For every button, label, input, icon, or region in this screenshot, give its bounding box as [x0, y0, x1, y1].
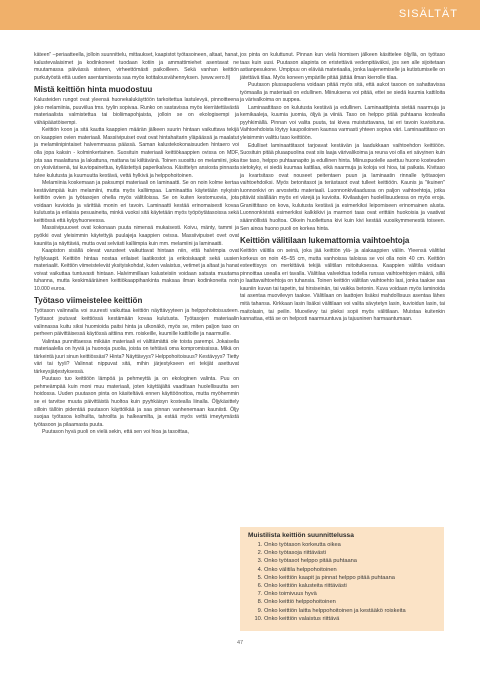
- paragraph: Puutason hyvä puoli on vielä sekin, että sen voi hioa ja tasoittaa,: [42, 429, 189, 436]
- right-column: [240, 52, 445, 324]
- paragraph: Puutason plussapuolena voidaan pitää myös sitä, että aukot tasoon on sahattavissa työmaalla ja materiaali on edullinen. Miinuksena voi pitää, ettei se siedä kuumia kattiloita ja värivalkoima on suppea.: [240, 82, 445, 104]
- section-heading: Keittiön välitilaan lukemattomia vaihtoehtoja: [240, 236, 410, 246]
- paragraph: Kaapiston sisällä olevat varusteet vaikuttavat hintaan niin, että halvimpia ovat hyllykaapit. Keittiön hintaa nostaa erilaiset laatikostot ja erikoiskaapit sekä uusien materiaalit. Keittiön viimeistelevät yksityiskohdat, kuten valaistus, vetimet ja altaat ja hanat voivat vaikuttaa tuntuvasti hintaan. Halvimmillaan kalusteisiin voidaan satsata muutama tuhanna, mutta keskimääräinen keittiökaappihankinta maksaa ilman kodinkoneita noin 10.000 euroa.: [34, 248, 239, 292]
- paragraph: Laminaattitaso on kulutusta kestävä ja edullinen. Laminaattipinta sietää naarmuja ja kemikaaleja, kuumia juomia, öljyä ja viiniä. Taso on helppo pitää puhtaana kostealla pyyhkimällä. Pinnan voi valita puuta, tai kivea muistuttavana, tai eri tavoin kuvioituna. Vaihtoehdoista löytyy kaupoiloinen kaunsa varmasti yhteen sopiva väri. Laminaattitaso on yleisimmin valittu taso keittiöön.: [240, 104, 445, 142]
- paragraph: Edulliset laminaattitasot tarjoavat kestävän ja laadukkaan vaihtoehdon keittiöön. Suosituin pitää pluaapuolina ovat siis laaja värivalikoima ja reuna voi olla eri sävyinen kuin itse taso, helppo puhtaanapito ja edullinen hinta. Miinuspuolelle asettuu huono kosteuden sietokyky, ei siedä kuumaa kattilaa, eikä naarmuja ja koloja voi hioa, tai paikata. Kivitaso ja kvartsitaso ovat nouseet peitentaen puun ja laminaatin rinnalle työtasojen vaihtoehdoiksi. Myös betonitasot ja terästasot ovat tulleet keittiöön. Kaunis ja "ikuinen" luonnonkivi on arvostettu materiaali. Luonnonkivilaadussa on paljon vaihtoehtoja, jotka pitävät sisällään myös eri värejä ja kuvioita. Kivilaatujen huolellisuudessa on myös eroja. Graniittitaso on kova, kulutusta kestävä ja esimerkiksi leipomiseen erinomainen alusta. Luonnonkivistä esimerkiksi kalkkikivi ja marmori taas ovat erittäin huokoisia ja vaativat säännöllistä huoltoa. Oikein huollettuna kivi kuin kivi kestää vuosikymmenestä toiseen. Sen ainoa huono puoli on korkea hinta.: [240, 142, 445, 232]
- section-heading: Mistä keittiön hinta muodostuu: [34, 85, 153, 95]
- section-title: SISÄLTÄT: [398, 8, 458, 20]
- header-bar: [0, 0, 480, 30]
- checklist-item: 4. Onko välitila helppohoitoinen: [264, 566, 436, 574]
- checklist-item: 7. Onko toimivuus hyvä: [264, 590, 436, 598]
- checklist-item: 9. Onko keittiön laitta helppohoitoinen ja kestääkö roiskeita: [264, 607, 436, 615]
- checklist-box: [240, 527, 444, 631]
- checklist-item: 1. Onko työtason korkeutta oikea: [264, 541, 436, 549]
- paragraph: Keittiön koon ja sitä kautta kaappien määrän jälkeen suurin hintaan vaikuttava tekijä on kaappien ovien materiaali. Massiivipuiset ovat ovat hintahaitarin yläpäässä ja maalatut ja melamiinipintaiset halvemmassa päässä. Saman kalustekokonaisuuden hintaero voi olla jopa kaksin - kolminkertainen. Suosituin materiaali keittiökaappien ovissa on MDF, jota saa maalattuna ja lakattuna, mattana tai kiiltävänä. Toinen suosittu on melamiini, joka on yksivärisenä, tai kuviopainettua, kyllästettyä paperikalvoa. Käsittelyn ansiosta pinnasta tulee kulutusta ja kuumuutta kestävä, vettä hylkivä ja helppohoitoinen.: [34, 127, 239, 179]
- checklist-item: 2. Onko työtasoja riittävästi: [264, 549, 436, 557]
- paragraph: Valintaa punnittaessa mikään materiaali ei välttämättä ole toista parempi. Jokaisella materiaalella on hyviä ja huonoja puolia, joista on tehtävä oma kompromississa. Mikä on tärkeintä juuri sinun keittiössäsi? Hinta? Näyttävyys? Helppohoitoisuus? Kestävyys? Tietty väri tai tyyli? Valinnat nippuvat sitä, mihin järjestykseen eri tekijät asettuvat tärkeysjärjestyksessä.: [34, 338, 239, 375]
- checklist-item: 10. Onko keittiön valaistus riittävä: [264, 615, 436, 623]
- left-column: [34, 52, 239, 437]
- paragraph: jos pinta on kuluttunut. Pinnan kun vielä hiomisen jälkeen käsittelee öljyllä, on työtaso taas kuin uusi. Puutason alapinta on eristettävä vedenpitäväksi, jos sen alle sijoitetaan astianpesukone. Umpipuu on elävää materiaalia, jonka laajenemiselle ja kutistumiselle on jätettävä tilaa. Myös koneen ympärille pitää jättää ilman kierrolle tilaa.: [240, 52, 445, 81]
- checklist-title: Muistilista keittiön suunnittelussa: [248, 532, 354, 539]
- paragraph: Massiivipuuovet ovat kokonaan puuta nimensä mukaisesti. Koivu, mänty, tammi ja pyökki ovat yleisimmin käytettyjä puulajeja kaappien ovissa. Massiivipuiset ovet ovat kauniita ja näyttäviä, mutta ovat selvästi kalliimpia kuin mm. melamiini ja laminaatti.: [34, 225, 239, 247]
- paragraph: käteen" –periaatteella, jolloin suunnittelu, mittaukset, kaapistot työtasoineen, altaat, hanat, kalustevalaisimet ja kodinkoneet tuodaan kotiin ja ammattimiehet asentavat ne muutamassa päivässä sisteen, virheettömästi paikoilleen. Sekä vanhan keittiön purkutyöstä että uuden asentamisesta saa myös kotitalousvähennyksen. (www.vero.fi): [34, 52, 239, 81]
- checklist-list: [248, 541, 436, 623]
- checklist-item: 5. Onko keittiön kaapit ja pinnat helppo pitää puhtaana: [264, 574, 436, 582]
- paragraph: Kalusteiden rungot ovat yleensä huonekalukäyttöön tarkoitettua lastulevyä, pinnoitteena joko melamiinia, puuviilua tms. tyylin sopivaa. Runko on sastavissa myös kierrätettävästä materiaalista valmistettua tai bioliimapohjaista, jolloin se on ekologisempi ja vähäpäästöisempi.: [34, 97, 239, 126]
- paragraph: Työtason valinnalla voi suuresti vaikuttaa keittiön näyttävyyteen ja helppohoitoisuuteen. Työtasot joutuvat keittiössä kestämään kovaa kulutusta. Työtasojen materiaalin valinnassa kuitu siksi huomioida paitsi hinta ja ulkonäkö, myös se, miten paljon taso on perheen päivittäisessä käytössä aittiina mm. roiskeille, kuumille kattiloille ja naarmuille.: [34, 308, 239, 338]
- paragraph: Puutaso tuo keittiöön lämpöä ja pehmeyttä ja on ekologinen valinta. Puu on pehmeämpää kuin moni muu materiaali, joten käyttäjältä vaaditaan huolellisuutta sen hoidossa. Uuden puutason pinta on käsiteltävä ennen käyttöönottoa, mutta myöhemmin se ei tarvitse muuta päivittäistä huoltoa kuin pyyhkäisyn kostealla liinalla. Öljykäsittely silloin tällöin pidentää puutason käyttöikää ja saa pinnan vanhenemaan kauniisti. Öljy suojaa työtasoa kolhuilta, tahroilta ja halkeamilta, ja estää myös vettä imeytymästä työtasoon ja pilaamasta puuta.: [34, 376, 239, 428]
- paragraph: Keittiön välitila on seinä, joka jää keittiön ylä- ja alakaappien väliin. Yleensä välitilat korkeus on noin 45–55 cm, mutta vanhoissa taloissa se voi olla noin 40 cm. Keittiön esteettisyys on merkittävä tekijä välitilan mitoituksessa. Kaappien välitila voidaan pinnoittaa usealla eri tavalla. Välitilaa valvekttua todella runsas vaihtoehtojen määrä, sillä jo laattavaihtoehtoja on tuhansia. Toinen keittiön välitilan vaihtoehto lasi, jonka taakse saa kauniin kuvan tai tapetin, tai hirsiseinän, tai vaikka betonin. Kuva voidaan myös laminoida tai asentaa muovilevyn taakse. Välitilaan on laattojen lisäksi mahdollisuus asentaa lähes mitä tahansa. Kirkkaan lasin lisäksi välitilaan voi valita sävytetyn lasin, kuvioidun lasin, tai maitolasin, tai peilin. Muovilevy tai pleksi sopii myös välitilaan. Muistaa kuitenkin kannattaa, että se on helposti naarmuuntuva ja tajuuninen harmaantumaan.: [240, 248, 445, 323]
- checklist-item: 8. Onko keittiö helppohoitoinen: [264, 598, 436, 606]
- paragraph: Melamiinia koskemaan ja paksumpi materiaali on laminaatti. Se on noin kolme kertaa kestävämpää kuin melamiini, mutta myös kalliimpaa. Laminaattia käytetään nykyisin keittiön ovien ja työtasojen ohella myös välitiloissa. Se on kuiten kestomuovia, jota voidaan kuvioida ja värittää monin eri tavoin. Laminaatti kestää erinomaisesti kovaa kulutusta ja erilaisia pesuaineita, minkä vuoksi sitä käytetään myös työpöytätasoissa sekä keittiössä että kylpyhuoneessa.: [34, 180, 239, 224]
- checklist-item: 6. Onko keittiön kalusteita riittävästi: [264, 582, 436, 590]
- page-number: 47: [237, 640, 244, 646]
- section-heading: Työtaso viimeistelee keittiön: [34, 296, 143, 306]
- checklist-item: 3. Onko työtasot helppo pitää puhtaana: [264, 557, 436, 565]
